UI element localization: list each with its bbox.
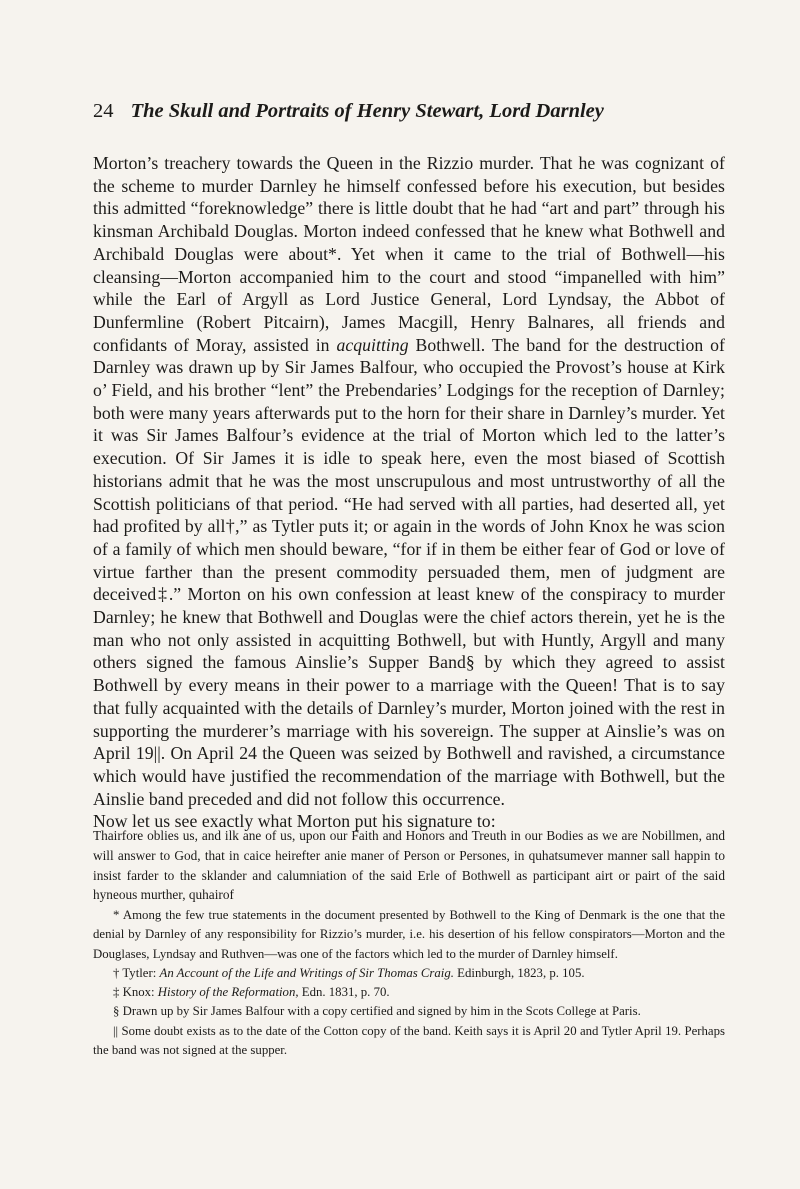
footnote-3 (93, 983, 725, 1002)
footnote-2 (93, 964, 725, 983)
footnote-1: * Among the few true statements in the document presented by Bothwell to the King of Denmark is the one that the denial by Darnley of any responsibility for Rizzio’s murder, i.e. his desertion of his fellow conspirators—Morton and the Douglases, Lyndsay and Ruthven—was one of the factors which led to the murder of Darnley himself. (93, 908, 725, 961)
footnote-3-prefix: ‡ Knox: (113, 985, 158, 1000)
block-quote (93, 826, 725, 905)
quote-text: Thairfore oblies us, and ilk ane of us, upon our Faith and Honors and Treuth in our Bodies as we are Nobillmen, and will answer to God, that in caice heirefter anie maner of Person or Persones, in quhatsumever manner sall happin to insist farder to the sklander and calumniation of the said Erle of Bothwell as participant airt or pairt of the said hyneous murther, quhairof (93, 828, 725, 903)
running-header (93, 98, 733, 124)
footnote-3-title: History of the Reformation, (157, 985, 299, 1000)
footnote-2-title: An Account of the Life and Writings of Sir Thomas Craig. (159, 965, 454, 980)
paragraph-1-part-a: Morton’s treachery towards the Queen in the Rizzio murder. That he was cognizant of the scheme to murder Darnley he himself confessed before his execution, but besides this admitted “foreknowledge” there is little doubt that he had “art and part” through his kinsman Archibald Douglas. Morton indeed confessed that he knew what Bothwell and Archibald Douglas were about*. Yet when it came to the trial of Bothwell—his cleansing—Morton accompanied him to the court and stood “impanelled with him” while the Earl of Argyll as Lord Justice General, Lord Lyndsay, the Abbot of Dunfermline (Robert Pitcairn), James Macgill, Henry Balnares, all friends and confidants of Moray, assisted in (93, 153, 725, 355)
running-title: The Skull and Portraits of Henry Stewart, Lord Darnley (130, 100, 604, 122)
footnote-4: § Drawn up by Sir James Balfour with a copy certified and signed by him in the Scots College at Paris. (113, 1004, 641, 1019)
paragraph-2: Now let us see exactly what Morton put his signature to: (93, 811, 496, 832)
footnote-3-suffix: Edn. 1831, p. 70. (298, 985, 390, 1000)
paragraph-1 (93, 152, 725, 810)
main-text (93, 152, 725, 833)
emphasis-acquitting: acquitting (336, 334, 409, 355)
footnote-2-prefix: † Tytler: (113, 965, 160, 980)
paragraph-1-part-b: Bothwell. The band for the destruction of Darnley was drawn up by Sir James Balfour, who occupied the Provost’s house at Kirk o’ Field, and his brother “lent” the Prebendaries’ Lodgings for the reception of Darnley; both were many years afterwards put to the horn for their share in Darnley’s murder. Yet it was Sir James Balfour’s evidence at the trial of Morton which led to the latter’s execution. Of Sir James it is idle to speak here, even the most biased of Scottish historians admit that he was the most unscrupulous and most untrustworthy of all the Scottish politicians of that period. “He had served with all parties, had deserted all, yet had profited by all†,” as Tytler puts it; or again in the words of John Knox he was scion of a family of which men should beware, “for if in them be either fear of God or love of virtue farther than the present commodity persuaded them, men of judgment are deceived‡.” Morton on his own confession at least knew of the conspiracy to murder Darnley; he knew that Bothwell and Douglas were the chief actors therein, yet he is the man who not only assisted in acquitting Bothwell, but with Huntly, Argyll and many others signed the famous Ainslie’s Supper Band§ by which they agreed to assist Bothwell by every means in their power to a marriage with the Queen! That is to say that fully acquainted with the details of Darnley’s murder, Morton joined with the rest in supporting the murderer’s marriage with his sovereign. The supper at Ainslie’s was on April 19||. On April 24 the Queen was seized by Bothwell and ravished, a circumstance which would have justified the recommendation of the marriage with Bothwell, but the Ainslie band preceded and did not follow this occurrence. (93, 334, 725, 809)
footnotes (93, 906, 725, 1060)
page-number: 24 (93, 100, 114, 122)
footnote-5: || Some doubt exists as to the date of the Cotton copy of the band. Keith says it is April 20 and Tytler April 19. Perhaps the band was not signed at the supper. (93, 1023, 725, 1058)
footnote-2-suffix: Edinburgh, 1823, p. 105. (453, 965, 585, 980)
